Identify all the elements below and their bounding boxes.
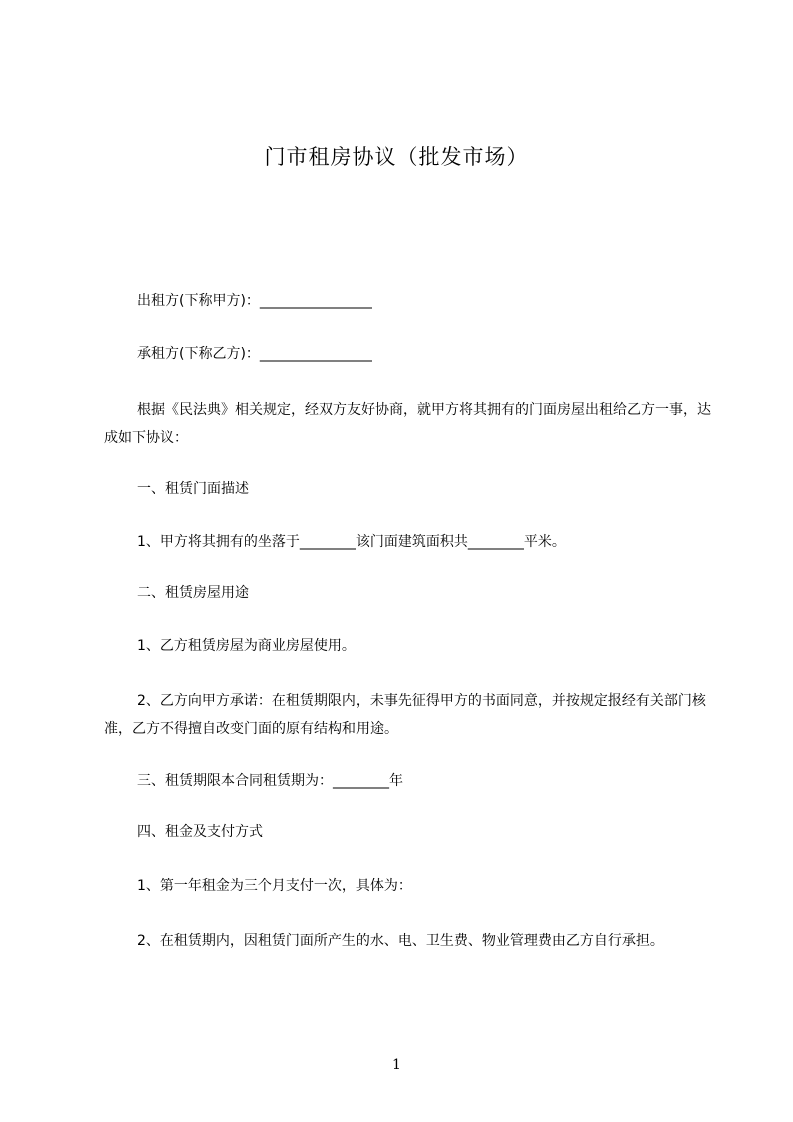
section4-heading: 四、租金及支付方式	[137, 824, 263, 840]
section3-heading: 三、租赁期限本合同租赁期为：________年	[137, 773, 403, 789]
section2-heading: 二、租赁房屋用途	[137, 585, 249, 601]
section4-item1: 1、第一年租金为三个月支付一次，具体为：	[137, 878, 412, 894]
page-number: 1	[392, 1057, 401, 1073]
lessee-line: 承租方(下称乙方)：________________	[137, 346, 372, 362]
section2-item2: 2、乙方向甲方承诺：在租赁期限内，未事先征得甲方的书面同意，并按规定报经有关部门核准，乙方不得擅自改变门面的原有结构和用途。	[104, 693, 706, 737]
document-title: 门市租房协议（批发市场）	[264, 145, 529, 169]
lessor-line: 出租方(下称甲方)：________________	[137, 293, 372, 309]
section2-item1: 1、乙方租赁房屋为商业房屋使用。	[137, 638, 356, 654]
preamble-paragraph: 根据《民法典》相关规定，经双方友好协商，就甲方将其拥有的门面房屋出租给乙方一事，达成如下协议：	[104, 402, 711, 446]
section4-item2: 2、在租赁期内，因租赁门面所产生的水、电、卫生费、物业管理费由乙方自行承担。	[137, 933, 664, 949]
section1-heading: 一、租赁门面描述	[137, 481, 249, 497]
section1-item1: 1、甲方将其拥有的坐落于________该门面建筑面积共________平米。	[137, 534, 566, 550]
